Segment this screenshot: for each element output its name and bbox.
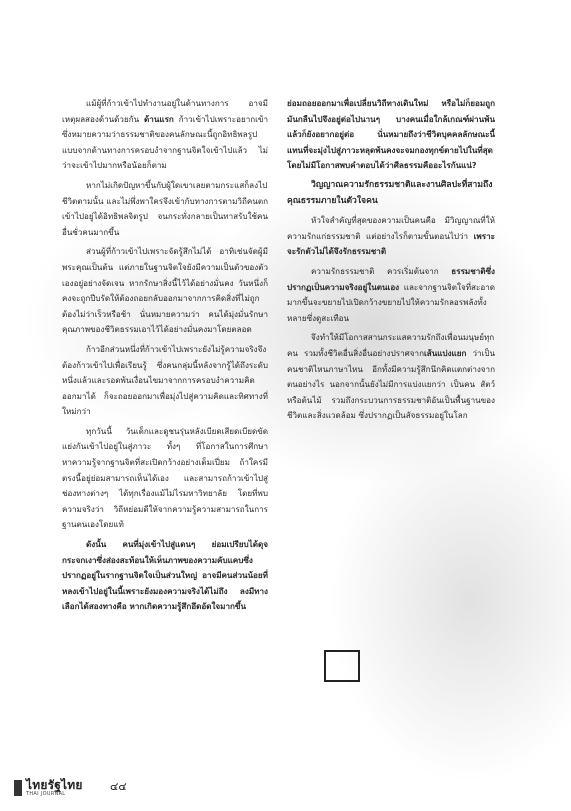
paragraph-text: แม้ผู้ที่ก้าวเข้าไปทำงานอยู่ในด้านทางการ อาจมีเหตุผลสองด้านด้วยกัน [62, 98, 268, 124]
paragraph: หากไม่เกิดปัญหาขึ้นกับผู้ใดเขาเลยตามกระแสก็ลงไปชีวิตตามนั้น และไม่พึ่งพาใครจึงเข้ากับทางการตามวิถีคนตกเข้าไปอยู่ได้อิทธิพลจิตรูป จนกระทั่งกลายเป็นทาสรับใช้คนอื่นชั่วคนมากขึ้น [62, 179, 268, 237]
paragraph [62, 96, 268, 174]
page-footer [14, 776, 134, 802]
paragraph-emphasis: ด้านแรก [144, 113, 174, 124]
paragraph-emphasis: ธรรมชาติซึ่งปรากฏเป็นความจริงอยู่ในตนเอง [287, 265, 495, 292]
paragraph-text: และจากฐานจิตใจที่สะอาดมากขึ้นจะขยายไปเปิดกว้างขยายไปให้ความรักลอรพลังทั้งหลายซึ่งดูสะเทือน [287, 281, 495, 323]
paragraph-text: หัวใจสำคัญที่สุดของความเป็นคนคือ มีวิญญาณที่ให้ความรักแก่ธรรมชาติ แต่อย่างไรก็ตามขั้นตอนไปว่า [287, 215, 495, 241]
paragraph-bold: ย่อมถอยออกมาเพื่อเปลี่ยนวิถีทางเดินใหม่ หรือไม่ก็ยอมถูกมันกลืนไปจึงอยู่ต่อไปนานๆ บางคนเมื่อใกล้เกณฑ์ผ่านพ้นแล้วก็ยังอยากอยู่ต่อ นั่นหมายถึงว่าชีวิตบุคคลลักษณะนี้ แทนที่จะมุ่งไปสู่ภาวะหลุดพ้นคงจะจมกองทุกข์ตายไปในที่สุด โดยไม่มีโอกาสพบคำตอบได้ว่าศีลธรรมคืออะไรกันแน่? [287, 98, 495, 171]
paragraph-bold: ดังนั้น คนที่มุ่งเข้าไปสู่แดนๆ ย่อมเปรียบได้ดุจกระจกเงาซึ่งส่องสะท้อนให้เห็นภาพของความคับแคบซึ่งปรากฏอยู่ในรากฐานจิตใจเป็นส่วนใหญ่ อาจมีคนส่วนน้อยที่หลงเข้าไปอยู่ในนี้เพราะยังมองความจริงได้ไม่ถึง ลงมีทางเลือกได้สองทางคือ หากเกิดความรู้สึกอึดอัดใจมากขึ้น [62, 539, 268, 612]
section-heading: วิญญาณความรักธรรมชาติและงานศิลปะที่สามถึงคุณธรรมภายในตัวใจคน [287, 179, 493, 206]
left-column [62, 96, 268, 786]
paragraph-emphasis: เส้นแบ่งแยก [423, 347, 467, 358]
paragraph-emphasis: เพราะจะรักตัวไม่ได้จึงรักธรรมชาติ [287, 230, 495, 257]
paragraph: ทุกวันนี้ วันเด็กและดูชนรุ่นหลังเบียดเสียดเบียดขัดแย่งกันเข้าไปอยู่ในสู่ภาวะ ทั้งๆ ที่โอกาสในการศึกษาหาความรู้จากฐานจิตที่สะเปิดกว้างอย่างเต็มเปี่ยม ถ้าใครมีตรงนี้อยู่ย่อมสามารถเห็นได้เอง และสามารถก้าวเข้าไปสู่ช่องทางต่างๆ ได้ทุกเรื่องแม้ไม่ไรมหาวิทยาลัย โดยที่พบความจริงว่า วิถีหย่อมดีให้จากความรู้ความสามารถในการฐานตนเองโดยแท้ [62, 425, 268, 530]
paragraph [287, 264, 495, 326]
magazine-title: ไทยรัฐไทย [26, 778, 83, 792]
paragraph: ก้าวอีกส่วนหนึ่งที่ก้าวเข้าไปเพราะยังไม่รู้ความจริงจึงต้องก้าวเข้าไปเพื่อเรียนรู้ ซึ่งคนกลุ่มนี้หลังจากรู้ได้ถึงระดับหนึ่งแล้วและรอดพ้นเงื่อนไขมาจากการครอบงำความคิดออกมาได้ ก็จะถอยออกมาเพื่อมุ่งไปสู่ความคิดและทิศทางที่ใหม่กว่า [62, 343, 268, 417]
magazine-subtitle: THAI JOURNAL [26, 791, 66, 797]
magazine-logo-icon [14, 780, 22, 796]
paragraph-text: ว่าเป็นคนชาติไหนภาษาไหน อีกทั้งมีความรู้สึกนึกคิดแตกต่างจากตนอย่างไร นอกจากนั้นยังไม่มีการแบ่งแยกว่า เป็นคน สัตว์ หรือต้นไม้ รวมถึงกระบวนการธรรมชาติอันเป็นพื้นฐานของชีวิตและสิ่งแวดล้อม ซึ่งปรากฏเป็นสัจธรรมอยู่ในโลก [287, 347, 495, 421]
paragraph: ส่วนผู้ที่ก้าวเข้าไปเพราะจัดรู้สึกไม่ได้ อาทิเช่นจัดผู้มีพระคุณเป็นต้น แต่ภายในฐานจิตใจยังมีความเป็นตัวของตัวเองอยู่อย่างจัดเจน หากรักษาสิ่งนี้ไว้ได้อย่างมั่นคง วันหนึ่งก็คงจะถูกปีบรัดให้ต้องถอยกลับออกมาจากการคิดสิ่งที่ไม่ถูกต้องไม่ว่าเร็วหรือช้า นั่นหมายความว่า คนได้มุ่งมั่นรักษาคุณภาพของชีวิตธรรมเอาไว้ได้อย่างมั่นคงมาโดยตลอด [62, 246, 268, 335]
paragraph [287, 213, 495, 260]
page-number: ๔๔ [110, 780, 127, 793]
paragraph-text: จึงทำให้มีโอกาสสานกระแสความรักถึงเพื่อนมนุษย์ทุกคน รวมทั้งชีวิตอื่นสิ่งอื่นอย่างปราศจาก [287, 332, 495, 358]
paragraph-text: ก้าวเข้าไปเพราะอยากเข้า ซึ่งหมายความว่าธรรมชาติของคนลักษณะนี้ถูกอิทธิพลรูปแบบจากด้านทางการครอบงำจากฐานจิตใจเข้าไปแล้ว ไม่ว่าจะเข้าไปมากหรือน้อยก็ตาม [62, 113, 268, 171]
paragraph [287, 330, 495, 424]
right-column [287, 96, 495, 516]
decorative-square-icon [324, 650, 360, 682]
paragraph-text: ความรักธรรมชาติ ควรเริ่มต้นจาก [311, 265, 452, 276]
